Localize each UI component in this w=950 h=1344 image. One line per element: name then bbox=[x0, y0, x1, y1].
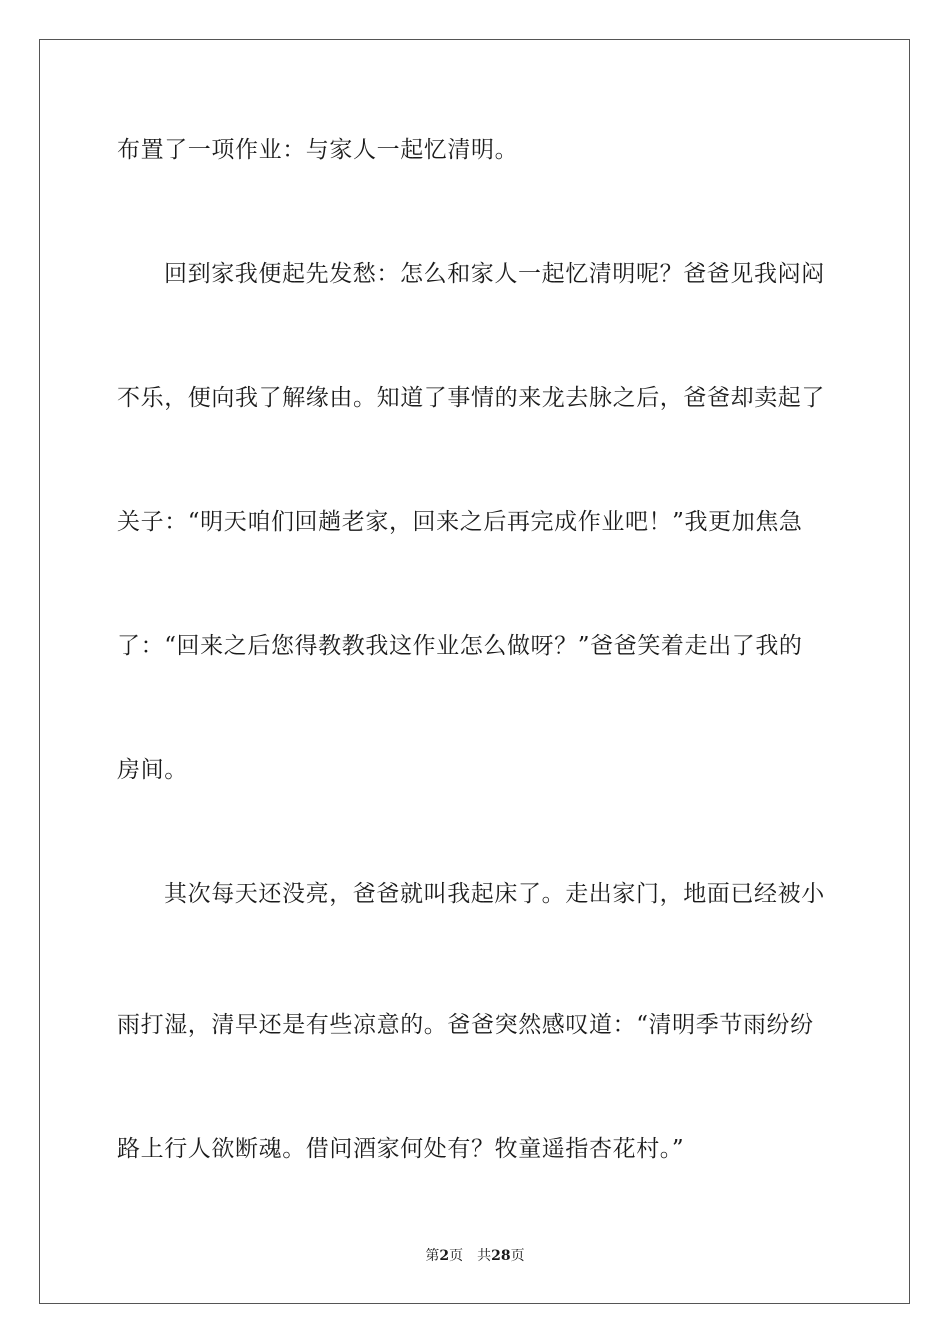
page-footer bbox=[0, 1247, 950, 1265]
text-line-5: 了：“回来之后您得教教我这作业怎么做呀？”爸爸笑着走出了我的 bbox=[117, 633, 803, 659]
text-line-9: 路上行人欲断魂。借问酒家何处有？牧童遥指杏花村。” bbox=[117, 1136, 685, 1162]
page-suffix: 页 bbox=[449, 1248, 464, 1264]
text-line-6: 房间。 bbox=[117, 757, 188, 783]
total-suffix: 页 bbox=[510, 1248, 525, 1264]
text-line-8: 雨打湿，清早还是有些凉意的。爸爸突然感叹道：“清明季节雨纷纷 bbox=[117, 1012, 814, 1038]
text-line-2: 回到家我便起先发愁：怎么和家人一起忆清明呢？爸爸见我闷闷 bbox=[164, 261, 825, 287]
text-line-4: 关子：“明天咱们回趟老家，回来之后再完成作业吧！”我更加焦急 bbox=[117, 509, 803, 535]
total-prefix: 共 bbox=[477, 1248, 492, 1264]
text-line-3: 不乐，便向我了解缘由。知道了事情的来龙去脉之后，爸爸却卖起了 bbox=[117, 385, 825, 411]
text-line-1: 布置了一项作业：与家人一起忆清明。 bbox=[117, 137, 519, 163]
page-number: 2 bbox=[439, 1248, 450, 1264]
text-line-7: 其次每天还没亮，爸爸就叫我起床了。走出家门，地面已经被小 bbox=[164, 881, 825, 907]
total-pages: 28 bbox=[491, 1248, 511, 1264]
page-frame bbox=[39, 39, 910, 1304]
page-prefix: 第 bbox=[425, 1248, 440, 1264]
